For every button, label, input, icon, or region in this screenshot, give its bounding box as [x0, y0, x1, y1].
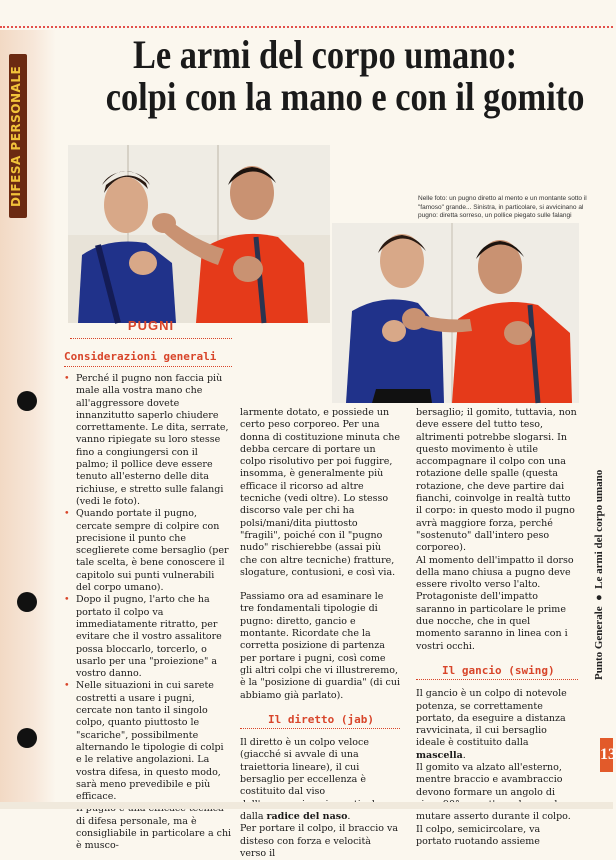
text-column-2 [240, 407, 400, 860]
photo-uppercut [68, 145, 330, 323]
paragraph: Il gomito va alzato all'esterno, mentre braccio e avambraccio devono formare un angolo di mutare asserto durante il colpo. Il colpo, semicircolare, va portato ruotando assieme [416, 762, 571, 847]
heading-pugni: PUGNI [127, 318, 175, 333]
photo-jab [332, 223, 579, 403]
text-run: Il diretto è un colpo veloce (giacché si avvale di una traiettoria lineare), il cui bersaglio per eccellenza è costituito dal viso dalla [240, 737, 369, 822]
subheading-rule [416, 679, 578, 680]
paragraph: larmente dotato, e possiede un certo peso corporeo. Per una donna di costituzione minuta che debba cercare di portare un colpo risolutivo per poi fuggire, insomma, è generalmente più efficace il ricorso ad altre tecniche (vedi oltre). Lo stesso discorso vale per chi ha polsi/mani/dita piuttosto "fragili", poiché con il "pugno nudo" rischierebbe (assai più che con altre tecniche) fratture, slogature, contusioni, e così via. [240, 407, 400, 578]
bullet-paragraph: • Dopo il pugno, l'arto che ha portato il colpo va immediatamente ritratto, per evitare che il vostro assalitore possa bloccarlo, torcerlo, o usarlo per una "proiezione" a vostro danno. [64, 594, 232, 680]
paragraph: Al momento dell'impatto il dorso della mano chiusa a pugno deve essere rivolto verso l'alto. Protagoniste dell'impatto saranno in particolare le prime due nocche, che in quel momento saranno in linea con i vostri occhi. [416, 554, 574, 652]
paragraph: Passiamo ora ad esaminare le tre fondamentali tipologie di pugno: diretto, gancio e montante. Ricordate che la corretta posizione di partenza per portare i pugni, così come gli altri colpi che vi illustreremo, è la "posizione di guardia" (di cui abbiamo già parlato). [240, 591, 401, 701]
bullet-paragraph: • Nelle situazioni in cui sarete costretti a usare i pugni, cercate non tanto il singolo colpo, quanto piuttosto le "scariche", possibilmente alternando le tipologie di colpi e le relative angolazioni. La vostra difesa, in questo modo, sarà meno prevedibile e più efficace. [64, 680, 232, 803]
section-tag: DIFESA PERSONALE [9, 54, 27, 218]
text-run: Il gancio è un colpo di notevole potenza, se correttamente portato, da eseguire a distanza ravvicinata, il cui bersaglio ideale è costituito dalla [416, 688, 567, 749]
text-run: . [462, 749, 466, 761]
bold-term: mascella [416, 749, 463, 761]
text-column-1 [64, 373, 232, 853]
paragraph [416, 688, 578, 762]
binder-hole-top [17, 391, 37, 411]
subheading-rule [240, 728, 400, 729]
paragraph: Per portare il colpo, il braccio va disteso con forza e velocità verso il [240, 823, 399, 859]
binder-hole-middle [17, 592, 37, 612]
text-run: . [347, 810, 351, 822]
scan-bottom-edge [0, 802, 613, 809]
photo-jab-illustration [332, 223, 579, 403]
paragraph [240, 737, 400, 823]
heading-rule [70, 338, 232, 339]
running-head: Punto Generale ● Le armi del corpo umano [593, 469, 605, 680]
page-number: 13 [600, 738, 613, 772]
binder-hole-bottom [17, 728, 37, 748]
photo-caption: Nelle foto: un pugno diretto al mento e un montante sotto il "famoso" grande... Sinistra, in particolare, si avvicinano al pugno: diretta sorreso, un pollice piegato sulle falangi [418, 195, 587, 219]
title-line-1: Le armi del corpo umano: [132, 32, 518, 77]
text-column-3 [416, 407, 578, 848]
top-dotted-rule [0, 26, 613, 28]
title-line-2: colpi con la mano e con il gomito [105, 74, 585, 119]
bold-term: radice del naso [266, 810, 348, 822]
subheading-gancio: Il gancio (swing) [442, 663, 555, 677]
page-title [105, 32, 585, 119]
subheading-diretto: Il diretto (jab) [268, 712, 374, 726]
photo-uppercut-illustration [68, 145, 330, 323]
bullet-paragraph: • Quando portate il pugno, cercate sempre di colpire con precisione il punto che sceglierete come bersaglio (per tale scelta, è bene conoscere il capitolo sui punti vulnerabili del corpo umano). [64, 508, 232, 594]
paragraph: bersaglio; il gomito, tuttavia, non deve essere del tutto teso, altrimenti potrebbe slogarsi. In questo movimento è utile accompagnare il colpo con una rotazione delle spalle (questa rotazione, che deve partire dai fianchi, coinvolge in realtà tutto il corpo: in questo modo il pugno avrà maggiore forza, perché "sostenuto" dall'intero peso corporeo). [416, 407, 577, 554]
subheading-rule [64, 366, 232, 367]
bullet-paragraph: • di difesa personale, ma è consigliabile in particolare a chi è musco- [64, 803, 232, 852]
subheading-considerazioni: Considerazioni generali [64, 350, 217, 363]
bullet-paragraph: • Perché il pugno non faccia più male alla vostra mano che all'aggressore dovete innanzitutto saperlo chiudere correttamente. Le dita, serrate, vanno ripiegate su loro stesse fino a congiungersi con il palmo; il pollice deve essere tenuto all'esterno delle dita richiuse, e stretto sulle falangi (vedi le foto). [64, 373, 232, 508]
